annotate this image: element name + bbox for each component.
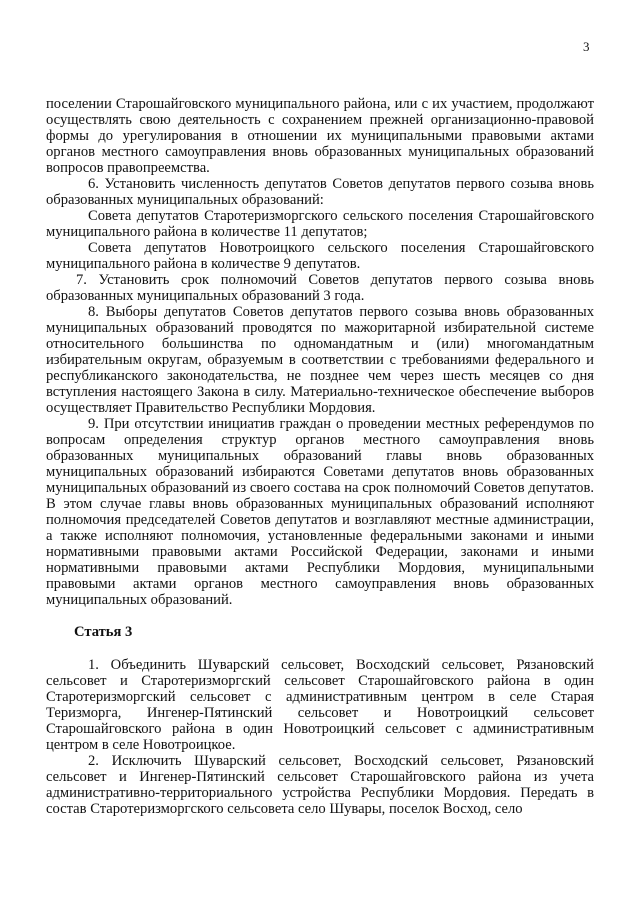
paragraph-item-7: 7. Установить срок полномочий Советов депутатов первого созыва вновь образованных муниципальных образований 3 года.: [46, 272, 594, 304]
document-body: [46, 96, 594, 817]
paragraph-item-6: 6. Установить численность депутатов Советов депутатов первого созыва вновь образованных муниципальных образований:: [46, 176, 594, 208]
article-heading: Статья 3: [74, 624, 133, 640]
paragraph-article3-item-1: 1. Объединить Шуварский сельсовет, Восходский сельсовет, Рязановский сельсовет и Старотеризморгский сельсовет Старошайговского района в один Старотеризморгский сельсовет с административным центром в селе Старая Теризморга, Ингенер-Пятинский сельсовет и Новотроицкий сельсовет Старошайговского района в один Новотроицкий сельсовет с административным центром в селе Новотроицкое.: [46, 657, 594, 753]
paragraph-council-starotherizmorga: Совета депутатов Старотеризморгского сельского поселения Старошайговского муниципального района в количестве 11 депутатов;: [46, 208, 594, 240]
paragraph-item-9: 9. При отсутствии инициатив граждан о проведении местных референдумов по вопросам определения структур органов местного самоуправления вновь образованных муниципальных образований главы вновь образованных муниципальных образований избираются Советами депутатов вновь образованных муниципальных образований из своего состава на срок полномочий Советов депутатов. В этом случае главы вновь образованных муниципальных образований исполняют полномочия председателей Советов депутатов и возглавляют местные администрации, а также исполняют полномочия, установленные федеральными законами и иными нормативными правовыми актами Российской Федерации, законами и иными нормативными правовыми актами Республики Мордовия, муниципальными правовыми актами органов местного самоуправления вновь образованных муниципальных образований.: [46, 416, 594, 608]
paragraph-article3-item-2: 2. Исключить Шуварский сельсовет, Восходский сельсовет, Рязановский сельсовет и Ингенер-Пятинский сельсовет Старошайговского района из учета административно-территориального устройства Республики Мордовия. Передать в состав Старотеризморгского сельсовета село Шувары, поселок Восход, село: [46, 753, 594, 817]
paragraph-item-8: 8. Выборы депутатов Советов депутатов первого созыва вновь образованных муниципальных образований проводятся по мажоритарной избирательной системе относительного большинства по одномандатным и (или) многомандатным избирательным округам, образуемым в соответствии с требованиями федерального и республиканского законодательства, не позднее чем через шесть месяцев со дня вступления настоящего Закона в силу. Материально-техническое обеспечение выборов осуществляет Правительство Республики Мордовия.: [46, 304, 594, 416]
page-number: 3: [583, 39, 590, 54]
paragraph-council-novotroitsk: Совета депутатов Новотроицкого сельского поселения Старошайговского муниципального района в количестве 9 депутатов.: [46, 240, 594, 272]
paragraph-continuation: поселении Старошайговского муниципального района, или с их участием, продолжают осуществлять свою деятельность с сохранением прежней организационно-правовой формы до урегулирования в отношении их муниципальными правовыми актами органов местного самоуправления вновь образованных муниципальных образований вопросов правопреемства.: [46, 96, 594, 176]
